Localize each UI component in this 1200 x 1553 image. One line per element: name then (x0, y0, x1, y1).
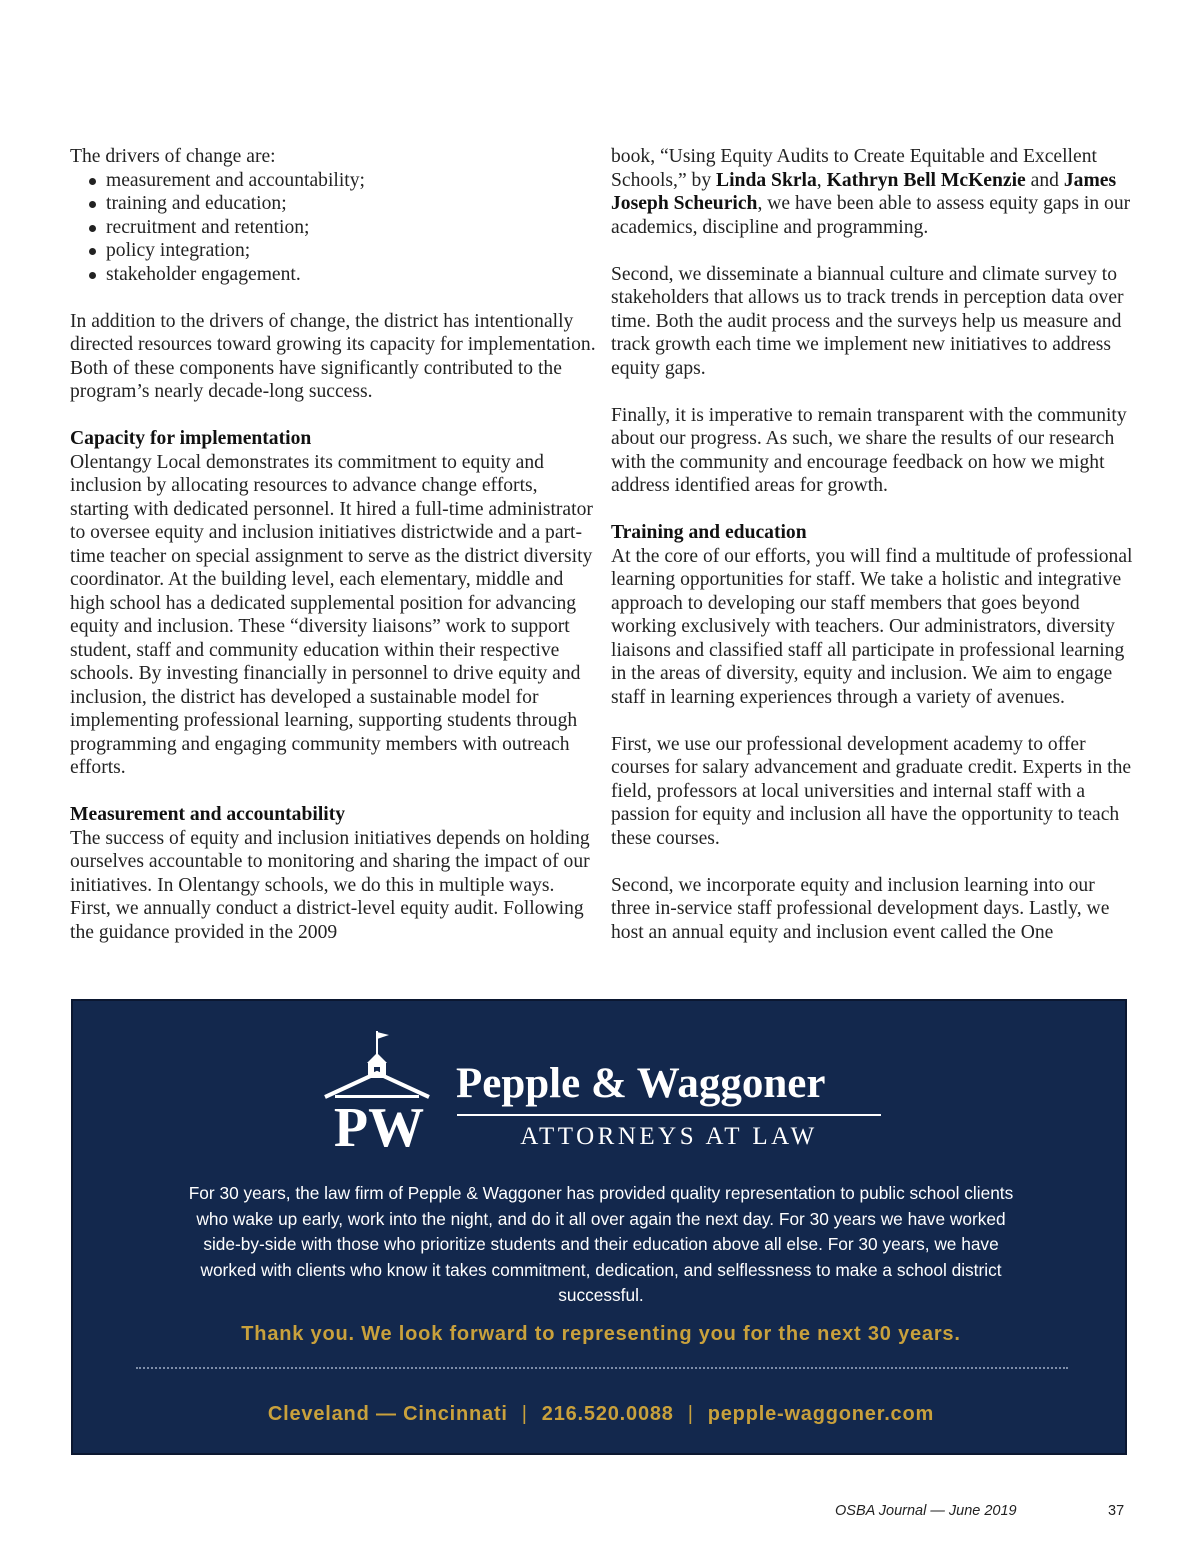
pepple-waggoner-ad (71, 999, 1127, 1455)
author-name: Linda Skrla (716, 169, 817, 191)
footer-journal-title: OSBA Journal — June 2019 (835, 1503, 1017, 1519)
drivers-intro: The drivers of change are: (70, 146, 276, 167)
contact-separator: | (687, 1403, 694, 1425)
list-item: measurement and accountability; (86, 169, 600, 193)
author-separator: and (1025, 169, 1064, 191)
author-name: Kathryn Bell McKenzie (826, 169, 1026, 191)
list-item: stakeholder engagement. (86, 263, 600, 287)
schoolhouse-logo-icon (323, 1029, 435, 1153)
page-number: 37 (1108, 1503, 1125, 1519)
ad-thanks-text: Thank you. We look forward to representing you for the next 30 years. (241, 1323, 961, 1345)
firm-name-rule (457, 1114, 881, 1116)
measurement-paragraph: The success of equity and inclusion initiatives depends on holding ourselves accountable to monitoring and sharing the impact of our initiatives. In Olentangy schools, we do this in multiple ways. First, we annually conduct a district-level equity audit. Following the guidance provided in the 2009 (70, 827, 590, 943)
contact-separator: | (521, 1403, 528, 1425)
logo-letters: PW (333, 1097, 425, 1153)
book-text-start: book, “Using Equity Audits to Create Equitable and Excellent Schools,” by (611, 146, 1097, 191)
firm-name: Pepple & Waggoner (456, 1060, 826, 1107)
drivers-list (70, 169, 600, 287)
drivers-summary-paragraph: In addition to the drivers of change, the district has intentionally directed resources toward growing its capacity for implementation. Both of these components have significantly contributed to the program’s nearly decade-long success. (70, 310, 596, 402)
inservice-paragraph: Second, we incorporate equity and inclusion learning into our three in-service staff professional development days. Lastly, we host an annual equity and inclusion event called the One (611, 874, 1110, 943)
capacity-paragraph: Olentangy Local demonstrates its commitment to equity and inclusion by allocating resources to advance change efforts, starting with dedicated personnel. It hired a full-time administrator to oversee equity and inclusion initiatives districtwide and a part-time teacher on special assignment to serve as the district diversity coordinator. At the building level, each elementary, middle and high school has a dedicated supplemental position for advancing equity and inclusion. These “diversity liaisons” work to support student, staff and community education within their respective schools. By investing financially in personnel to drive equity and inclusion, the district has developed a sustainable model for implementing professional learning, supporting students through programming and engaging community members with outreach efforts. (70, 451, 593, 778)
ad-contact-line (133, 1403, 1069, 1426)
book-text-end: , we have been able to assess equity gaps in our academics, discipline and programming. (611, 193, 1131, 238)
capacity-heading: Capacity for implementation (70, 428, 312, 449)
right-column (611, 145, 1136, 944)
office-cities: Cleveland — Cincinnati (267, 1403, 508, 1425)
website-link[interactable]: pepple-waggoner.com (707, 1403, 935, 1425)
academy-paragraph: First, we use our professional development academy to offer courses for salary advancement and graduate credit. Experts in the field, professors at local universities and internal staff with a passion for equity and inclusion all have the opportunity to teach these courses. (611, 733, 1132, 849)
phone-number[interactable]: 216.520.0088 (541, 1403, 674, 1425)
measurement-heading: Measurement and accountability (70, 804, 346, 825)
firm-subtitle: ATTORNEYS AT LAW (520, 1123, 818, 1150)
training-paragraph: At the core of our efforts, you will find a multitude of professional learning opportunities for staff. We take a holistic and integrative approach to developing our staff members that goes beyond working exclusively with teachers. Our administrators, diversity liaisons and classified staff all participate in professional learning in the areas of diversity, equity and inclusion. We aim to engage staff in learning experiences through a variety of avenues. (611, 545, 1133, 708)
dotted-divider (136, 1367, 1068, 1369)
author-separator: , (816, 169, 827, 191)
list-item: policy integration; (86, 239, 600, 263)
equity-audit-paragraph (611, 145, 1136, 239)
left-column (70, 145, 600, 968)
transparency-paragraph: Finally, it is imperative to remain transparent with the community about our progress. As such, we share the results of our research with the community and encourage feedback on how we might address identified areas for growth. (611, 404, 1127, 496)
survey-paragraph: Second, we disseminate a biannual culture and climate survey to stakeholders that allows us to track trends in perception data over time. Both the audit process and the surveys help us measure and track growth each time we implement new initiatives to address equity gaps. (611, 263, 1124, 379)
author-name: James Joseph Scheurich (611, 169, 1117, 214)
training-heading: Training and education (611, 522, 807, 543)
list-item: training and education; (86, 192, 600, 216)
ad-body-text: For 30 years, the law firm of Pepple & Waggoner has provided quality representation to public school clients who wake up early, work into the night, and do it all over again the next day. For 30 years we have worked side-by-side with those who prioritize students and their education above all else. For 30 years, we have worked with clients who know it takes commitment, dedication, and selflessness to make a school district successful. (188, 1183, 1014, 1305)
list-item: recruitment and retention; (86, 216, 600, 240)
